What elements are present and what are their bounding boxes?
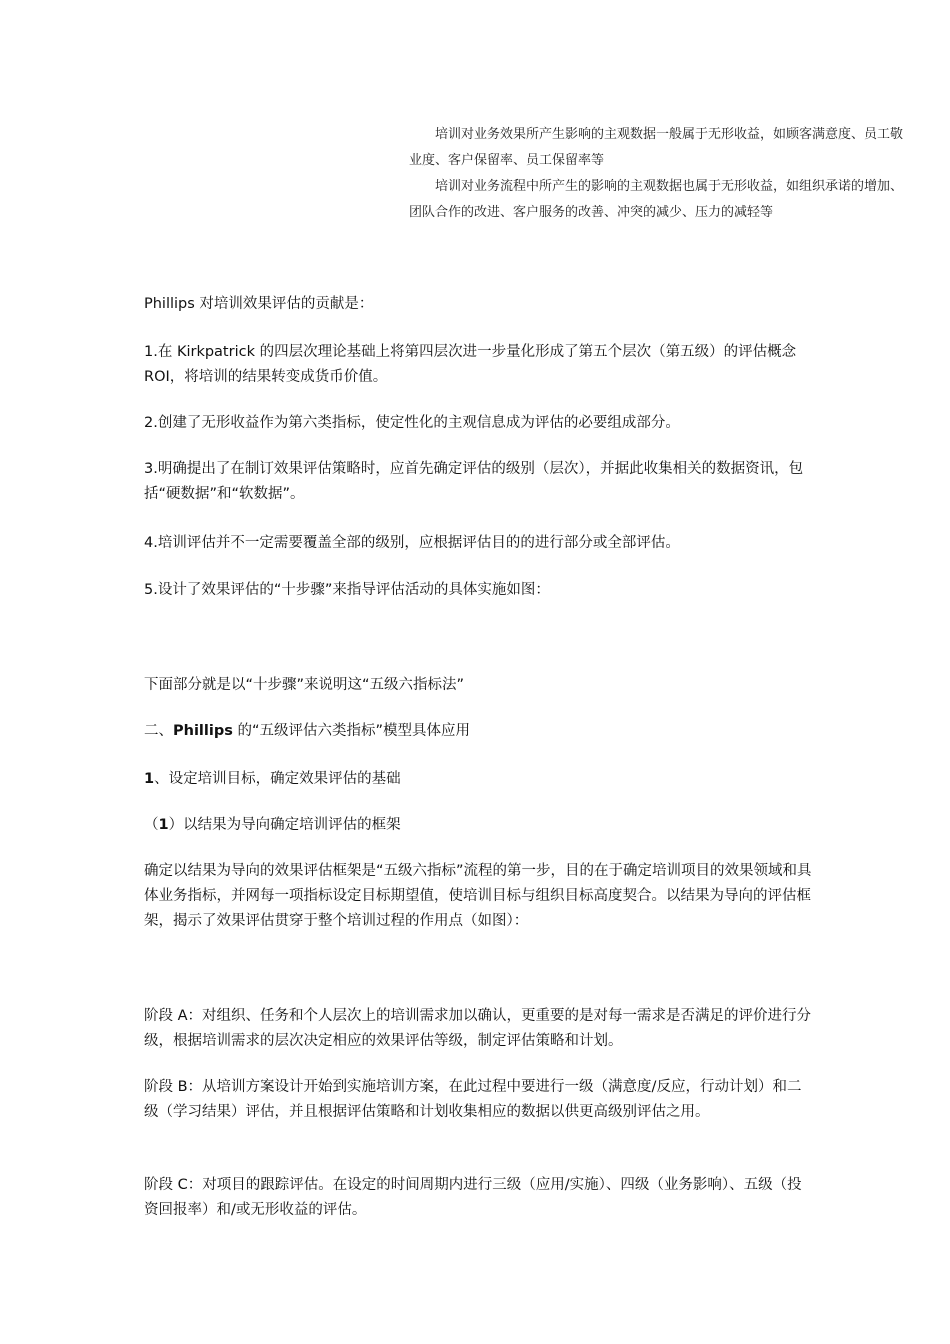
- subheading-1a-open: （: [144, 817, 159, 833]
- section-lead: 下面部分就是以“十步骤”来说明这“五级六指标法”: [144, 677, 465, 693]
- subheading-1a-num: 1: [158, 817, 169, 833]
- section-heading-prefix: 二、: [144, 723, 173, 739]
- stage-a-paragraph: 阶段 A：对组织、任务和个人层次上的培训需求加以确认，更重要的是对每一需求是否满足的评价进行分级，根据培训需求的层次决定相应的效果评估等级，制定评估策略和计划。: [144, 1008, 812, 1049]
- subheading-1: [144, 767, 814, 792]
- top-note: [409, 122, 914, 226]
- contrib-item-5: 5.设计了效果评估的“十步骤”来指导评估活动的具体实施如图：: [144, 582, 550, 598]
- contrib-intro: Phillips 对培训效果评估的贡献是：: [144, 296, 374, 312]
- contrib-item-1: 1.在 Kirkpatrick 的四层次理论基础上将第四层次进一步量化形成了第五个层次（第五级）的评估概念 ROI，将培训的结果转变成货币价值。: [144, 344, 797, 385]
- contrib-item-2: 2.创建了无形收益作为第六类指标，使定性化的主观信息成为评估的必要组成部分。: [144, 415, 680, 431]
- subheading-1-num: 1: [144, 771, 155, 787]
- stage-b-paragraph: 阶段 B：从培训方案设计开始到实施培训方案，在此过程中要进行一级（满意度/反应，行动计划）和二级（学习结果）评估，并且根据评估策略和计划收集相应的数据以供更高级别评估之用。: [144, 1079, 802, 1120]
- contrib-item-4: 4.培训评估并不一定需要覆盖全部的级别，应根据评估目的的进行部分或全部评估。: [144, 535, 680, 551]
- top-note-line-2: 培训对业务流程中所产生的影响的主观数据也属于无形收益，如组织承诺的增加、团队合作的改进、客户服务的改善、冲突的减少、压力的减轻等: [409, 179, 904, 220]
- top-note-line-1: 培训对业务效果所产生影响的主观数据一般属于无形收益，如顾客满意度、员工敬业度、客户保留率、员工保留率等: [409, 127, 904, 168]
- subheading-1a: [144, 813, 814, 838]
- subheading-1-text: 、设定培训目标，确定效果评估的基础: [154, 771, 401, 787]
- subheading-1a-text: ）以结果为导向确定培训评估的框架: [168, 817, 401, 833]
- section-heading-rest: 的“五级评估六类指标”模型具体应用: [232, 723, 470, 739]
- section-heading: [144, 719, 814, 744]
- contrib-item-3: 3.明确提出了在制订效果评估策略时，应首先确定评估的级别（层次），并据此收集相关的数据资讯，包括“硬数据”和“软数据”。: [144, 461, 804, 502]
- framework-paragraph: 确定以结果为导向的效果评估框架是“五级六指标”流程的第一步，目的在于确定培训项目的效果领域和具体业务指标，并网每一项指标设定目标期望值，使培训目标与组织目标高度契合。以结果为导向的评估框架，揭示了效果评估贯穿于整个培训过程的作用点（如图）：: [144, 863, 812, 929]
- stage-c-paragraph: 阶段 C：对项目的跟踪评估。在设定的时间周期内进行三级（应用/实施）、四级（业务影响）、五级（投资回报率）和/或无形收益的评估。: [144, 1177, 802, 1218]
- section-heading-bold: Phillips: [173, 723, 233, 739]
